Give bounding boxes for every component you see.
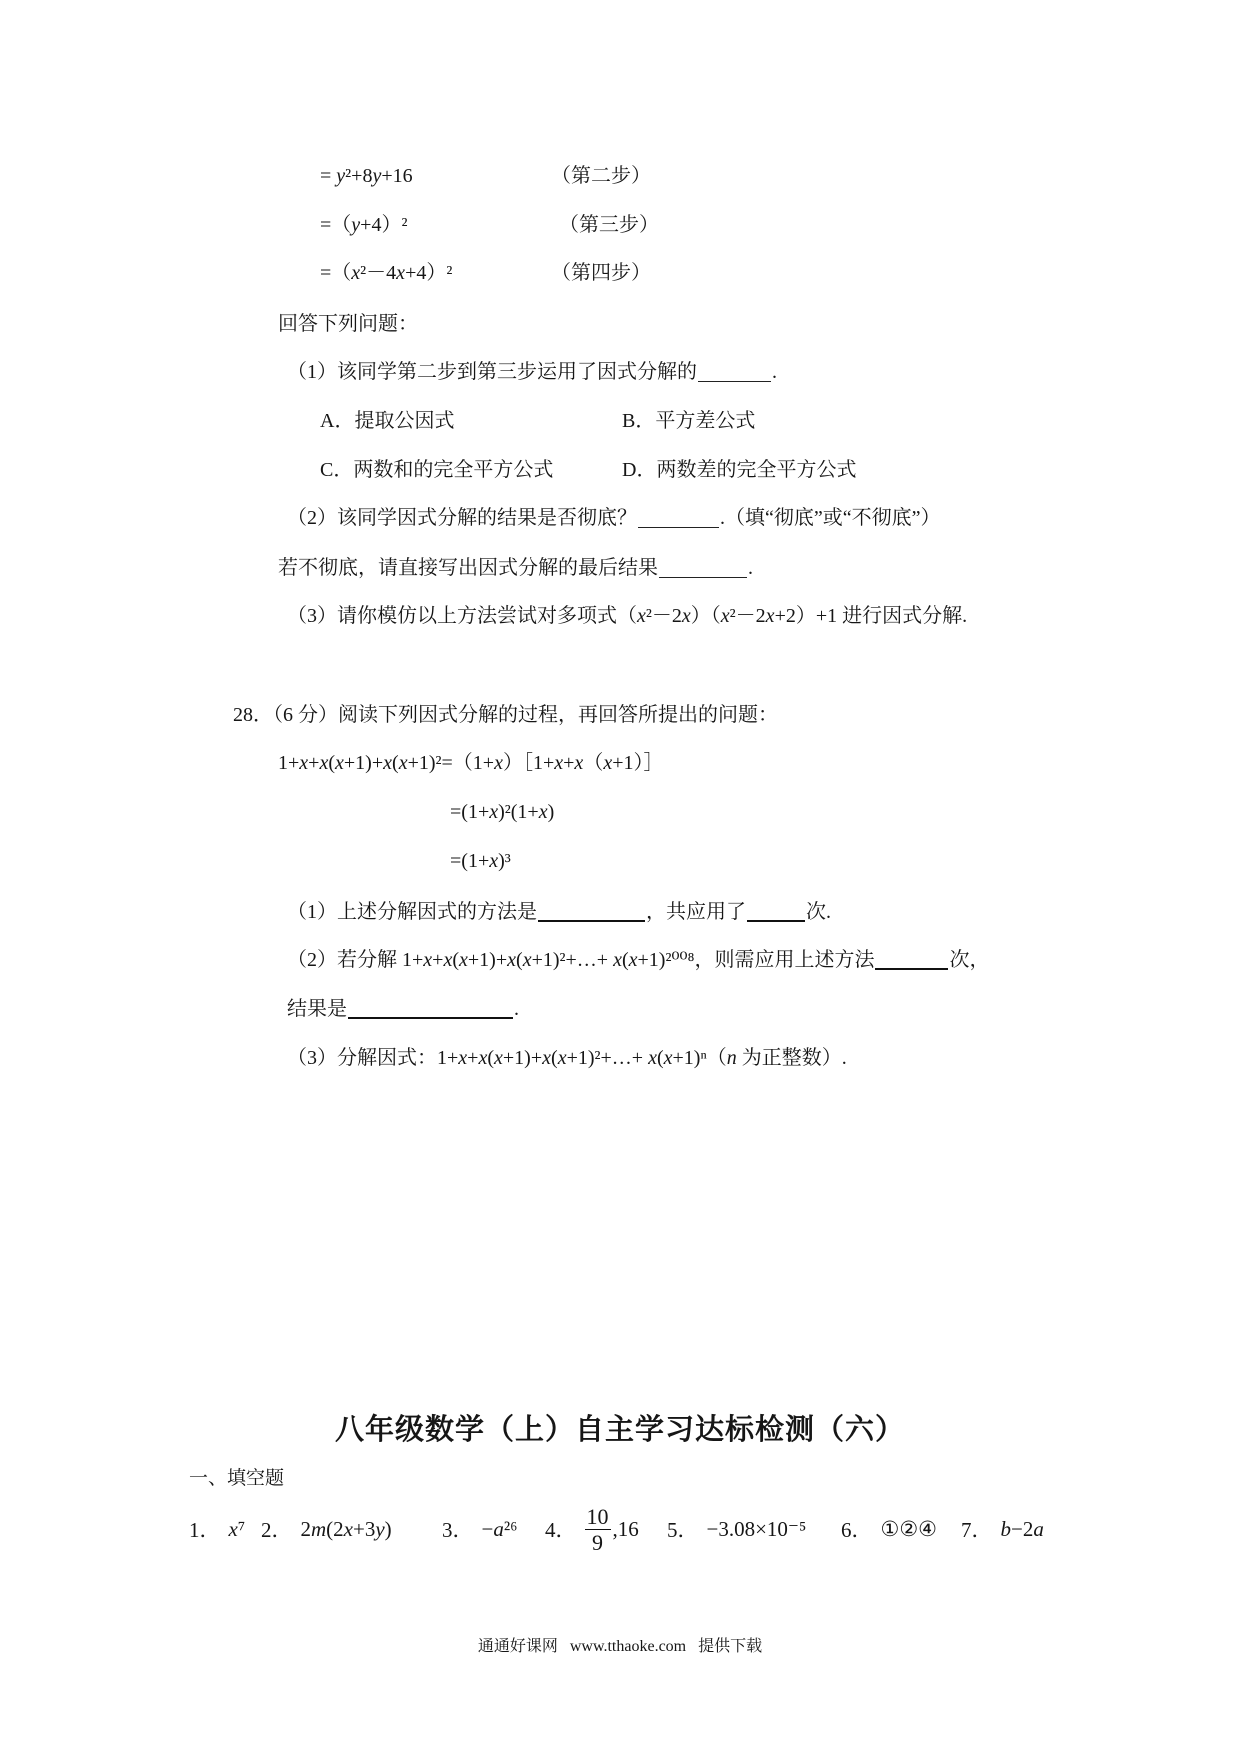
answer-blank — [698, 363, 771, 382]
option-d-text: 两数差的完全平方公式 — [656, 459, 857, 481]
math-variable: x — [522, 949, 532, 971]
answer-number: 7． — [961, 1518, 993, 1542]
page-footer: 通通好课网 www.tthaoke.com 提供下载 — [477, 1638, 763, 1655]
solution-step-4-label: （第四步） — [551, 262, 651, 284]
option-a — [320, 408, 454, 434]
math-variable: x — [628, 949, 638, 971]
q28-sub-question-2-result-end: . — [514, 998, 519, 1020]
answer-value: −3.08×10⁻⁵ — [706, 1516, 807, 1541]
math-variable: x — [542, 1047, 552, 1069]
math-variable: a — [493, 1516, 504, 1541]
answer-value: 2m(2x+3y) — [300, 1516, 392, 1541]
answer-number: 4． — [545, 1518, 577, 1542]
sub-question-3: （3）请你模仿以上方法尝试对多项式（x²－2x）（x²－2x+2）+1 进行因式分解. — [287, 605, 968, 627]
math-variable: x — [765, 605, 775, 627]
math-variable: b — [1000, 1516, 1011, 1541]
answer-blank — [538, 902, 645, 922]
q28-sub-question-2 — [287, 947, 989, 973]
sub-question-1-text: （1）该同学第二步到第三步运用了因式分解的 — [287, 361, 697, 383]
math-variable: x — [574, 752, 584, 774]
question-28-header: 28．（6 分）阅读下列因式分解的过程，再回答所提出的问题： — [233, 704, 778, 726]
fraction — [585, 1504, 611, 1555]
answer-blank — [638, 509, 719, 528]
math-variable: x — [478, 1047, 488, 1069]
math-variable: x — [494, 1047, 503, 1069]
math-variable: x — [603, 752, 613, 774]
math-variable: x — [396, 262, 406, 284]
q28-sub-question-2-end: 次， — [949, 949, 990, 971]
math-variable: x — [507, 949, 517, 971]
q28-sub-question-2-text: （2）若分解 1+x+x(x+1)+x(x+1)²+…+ x(x+1)²⁰⁰⁸，则需应用上述方法 — [287, 949, 875, 971]
math-variable: x — [319, 752, 329, 774]
math-variable: x — [494, 752, 503, 774]
answer-number: 2． — [261, 1518, 293, 1542]
answer-number: 5． — [667, 1518, 699, 1542]
answer-value: ①②④ — [880, 1516, 937, 1541]
sub-question-2-followup-text: 若不彻底，请直接写出因式分解的最后结果 — [278, 557, 658, 579]
math-variable: x — [613, 949, 622, 971]
math-variable: m — [311, 1516, 327, 1541]
answer-blank — [659, 559, 747, 578]
option-d-letter: D． — [622, 459, 657, 481]
math-variable: x — [489, 801, 499, 823]
math-variable: x — [383, 752, 393, 774]
solution-step-3-label: （第三步） — [559, 214, 659, 236]
q28-sub-question-2-result-text: 结果是 — [287, 998, 347, 1020]
q28-sub-question-1 — [287, 899, 831, 925]
option-a-letter: A． — [320, 410, 355, 432]
derivation-line-3: =(1+x)³ — [450, 850, 511, 872]
answer-blank — [875, 950, 948, 970]
math-variable: x — [351, 262, 361, 284]
sub-question-1 — [287, 359, 777, 385]
math-variable: n — [726, 1047, 737, 1069]
math-variable: x — [648, 1047, 657, 1069]
math-variable: x — [458, 1047, 468, 1069]
option-c-letter: C． — [320, 459, 354, 481]
answer-number: 3． — [442, 1518, 474, 1542]
answer-item-2 — [261, 1500, 392, 1558]
answer-item-5 — [667, 1500, 806, 1558]
answer-blank — [747, 902, 805, 922]
math-variable: x — [489, 850, 499, 872]
q28-sub-question-2-result — [287, 996, 519, 1022]
sub-question-2-text: （2）该同学因式分解的结果是否彻底？ — [287, 507, 637, 529]
q28-sub-question-1-end: 次. — [806, 901, 831, 923]
solution-step-2-expression: = y²+8y+16 — [320, 165, 413, 187]
sub-question-1-end: . — [772, 361, 777, 383]
answer-value: x⁷ — [228, 1516, 246, 1541]
math-variable: x — [459, 949, 468, 971]
math-variable: y — [375, 1516, 385, 1541]
answer-number: 1． — [189, 1518, 221, 1542]
option-b-text: 平方差公式 — [655, 410, 756, 432]
answer-value: b−2a — [1000, 1516, 1044, 1541]
fraction-denominator: 9 — [592, 1529, 603, 1555]
fraction-numerator: 10 — [586, 1503, 609, 1529]
answer-item-1 — [189, 1500, 245, 1558]
math-variable: x — [637, 605, 646, 627]
solution-step-2-label: （第二步） — [551, 165, 651, 187]
q28-sub-question-3: （3）分解因式：1+x+x(x+1)+x(x+1)²+…+ x(x+1)ⁿ（n 为正整数）. — [287, 1047, 847, 1069]
answer-item-4 — [545, 1500, 639, 1558]
math-variable: x — [557, 1047, 567, 1069]
math-variable: y — [336, 165, 346, 187]
math-variable: x — [343, 1516, 353, 1541]
q28-sub-question-1-text: （1）上述分解因式的方法是 — [287, 901, 537, 923]
answer-item-3 — [442, 1500, 517, 1558]
math-variable: x — [398, 752, 408, 774]
answer-item-7 — [961, 1500, 1044, 1558]
solution-step-3-expression: =（y+4）² — [320, 214, 408, 236]
derivation-line-1: 1+x+x(x+1)+x(x+1)²=（1+x）［1+x+x（x+1）］ — [278, 752, 664, 774]
option-c-text: 两数和的完全平方公式 — [353, 459, 554, 481]
q28-sub-question-1-mid: ，共应用了 — [646, 901, 746, 923]
option-a-text: 提取公因式 — [354, 410, 455, 432]
answer-number: 6． — [841, 1518, 873, 1542]
part-heading: 一、填空题 — [189, 1468, 285, 1489]
math-variable: x — [335, 752, 344, 774]
math-variable: x — [720, 605, 730, 627]
math-variable: x — [299, 752, 309, 774]
sub-question-2 — [287, 505, 941, 531]
math-variable: a — [1033, 1516, 1044, 1541]
math-variable: x — [681, 605, 691, 627]
option-d — [622, 457, 856, 483]
question-prompt: 回答下列问题： — [278, 313, 418, 335]
answer-value: −a²⁶ — [481, 1516, 518, 1541]
math-variable: x — [228, 1516, 238, 1541]
answer-blank — [348, 999, 513, 1019]
math-variable: y — [372, 165, 382, 187]
option-b — [622, 408, 755, 434]
math-variable: x — [538, 801, 548, 823]
math-variable: x — [443, 949, 453, 971]
math-variable: x — [554, 752, 564, 774]
math-variable: x — [663, 1047, 673, 1069]
answer-item-6 — [841, 1500, 937, 1558]
sub-question-2-followup — [278, 555, 753, 581]
derivation-line-2: =(1+x)²(1+x) — [450, 801, 555, 823]
option-b-letter: B． — [622, 410, 656, 432]
solution-step-4-expression: =（x²－4x+4）² — [320, 262, 453, 284]
option-c — [320, 457, 553, 483]
sub-question-2-end: .（填“彻底”或“不彻底”） — [720, 507, 941, 529]
math-variable: x — [423, 949, 433, 971]
sub-question-2-followup-end: . — [748, 557, 753, 579]
answer-value: ,16 — [612, 1516, 639, 1541]
math-variable: y — [351, 214, 361, 236]
section-title: 八年级数学（上）自主学习达标检测（六） — [334, 1414, 905, 1446]
